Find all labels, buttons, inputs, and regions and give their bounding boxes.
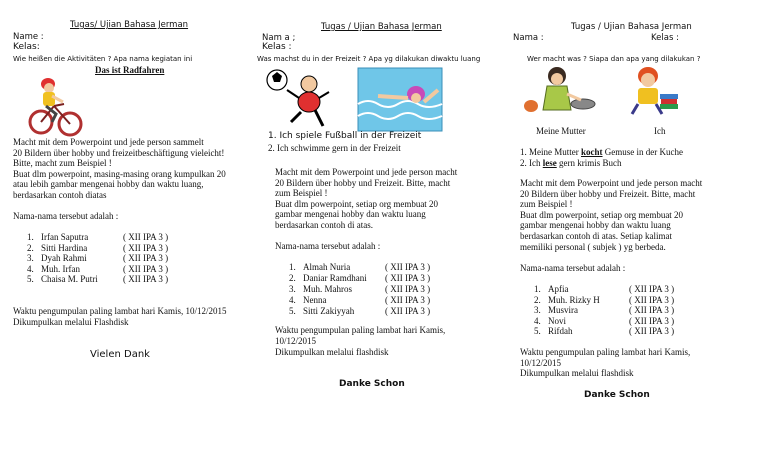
text-line: atau lebih gambar mengenai hobby dan waktu luang,: [13, 179, 204, 190]
col3-question: Wer macht was ? Siapa dan apa yang dilakukan ?: [527, 55, 701, 63]
col1-subtitle: Das ist Radfahren: [95, 65, 165, 75]
text-line: memiliki personal ( subjek ) yg berbeda.: [520, 241, 666, 252]
text-line: 20 Bildern über hobby und freizeitbeschäftigung vieleicht!: [13, 147, 225, 158]
text-line: Buat dlm powerpoint, masing-masing orang kumpulkan 20: [13, 168, 226, 179]
text-line: Bitte, macht zum Beispiel !: [13, 158, 112, 169]
col1-deadline: Waktu pengumpulan paling lambat hari Kamis, 10/12/2015: [13, 306, 227, 316]
col2-sentence-2: 2. Ich schwimme gern in der Freizeit: [268, 143, 401, 153]
text-line: Buat dlm powerpoint, setiap org membuat 20: [275, 198, 439, 209]
text-line: zum Beispiel !: [275, 188, 328, 199]
col2-class-label: Kelas :: [262, 42, 292, 52]
col3-sentence-2: 2. Ich lese gern krimis Buch: [520, 158, 622, 168]
col2-names-intro: Nama-nama tersebut adalah :: [275, 241, 381, 251]
col3-class-label: Kelas :: [651, 33, 679, 43]
col1-question: Wie heißen die Aktivitäten ? Apa nama kegiatan ini: [13, 55, 193, 63]
col2-deadline-date: 10/12/2015: [275, 336, 317, 346]
col2-instructions: [275, 167, 457, 231]
col3-instructions: [520, 178, 702, 252]
col2-question: Was machst du in der Freizeit ? Apa yg dilakukan diwaktu luang: [257, 55, 481, 63]
col3-caption-ich: Ich: [654, 126, 666, 136]
col1-header: Tugas/ Ujian Bahasa Jerman: [70, 20, 189, 30]
col2-closing: Danke Schon: [339, 379, 405, 389]
text-line: 20 Bildern über hobby und Freizeit. Bitte, macht: [520, 188, 696, 199]
col3-name-label: Nama :: [513, 33, 544, 43]
col3-names-intro: Nama-nama tersebut adalah :: [520, 263, 626, 273]
text-line: berdasarkan contoh diatas: [13, 189, 107, 200]
col3-caption-mother: Meine Mutter: [536, 126, 586, 136]
text-line: 20 Bildern über hobby und Freizeit. Bitte, macht: [275, 177, 451, 188]
text-line: berdasarkan contoh di atas. Setiap kalimat: [520, 230, 672, 241]
col3-closing: Danke Schon: [584, 390, 650, 400]
col1-names-intro: Nama-nama tersebut adalah :: [13, 211, 119, 221]
col3-sentence-1: 1. Meine Mutter kocht Gemuse in der Kuche: [520, 147, 683, 157]
text-line: berdasarkan contoh di atas.: [275, 219, 373, 230]
text-line: Macht mit dem Powerpoint und jede person macht: [520, 178, 703, 188]
text-line: zum Beispiel !: [520, 199, 573, 210]
col3-submit: Dikumpulkan melalui flashdisk: [520, 368, 634, 378]
mother-cooking-illustration: [523, 64, 599, 116]
text-line: gambar mengenai hobby dan waktu luang: [520, 220, 671, 231]
col2-submit: Dikumpulkan melalui flashdisk: [275, 347, 389, 357]
football-player-illustration: [265, 68, 335, 130]
text-line: Macht mit dem Powerpoint und jede person sammelt: [13, 137, 204, 147]
col1-submit: Dikumpulkan melalui Flashdisk: [13, 317, 129, 327]
col2-sentence-1: 1. Ich spiele Fußball in der Freizeit: [268, 131, 422, 141]
col3-deadline-date: 10/12/2015: [520, 358, 562, 368]
col1-closing: Vielen Dank: [90, 349, 150, 360]
text-line: Buat dlm powerpoint, setiap org membuat 20: [520, 209, 684, 220]
cyclist-illustration: [28, 72, 83, 138]
col1-name-label: Name :: [13, 32, 44, 42]
col3-header: Tugas / Ujian Bahasa Jerman: [571, 22, 692, 32]
col1-instructions: [13, 137, 226, 201]
col3-deadline: Waktu pengumpulan paling lambat hari Kamis,: [520, 347, 691, 357]
child-reading-illustration: [620, 64, 680, 116]
text-line: Macht mit dem Powerpoint und jede person macht: [275, 167, 458, 177]
col2-deadline: Waktu pengumpulan paling lambat hari Kamis,: [275, 325, 446, 335]
swimmer-illustration: [358, 68, 442, 131]
col2-name-label: Nam a ;: [262, 33, 296, 43]
text-line: gambar mengenai hobby dan waktu luang: [275, 209, 426, 220]
col1-class-label: Kelas:: [13, 42, 40, 52]
col2-header: Tugas / Ujian Bahasa Jerman: [321, 22, 442, 32]
